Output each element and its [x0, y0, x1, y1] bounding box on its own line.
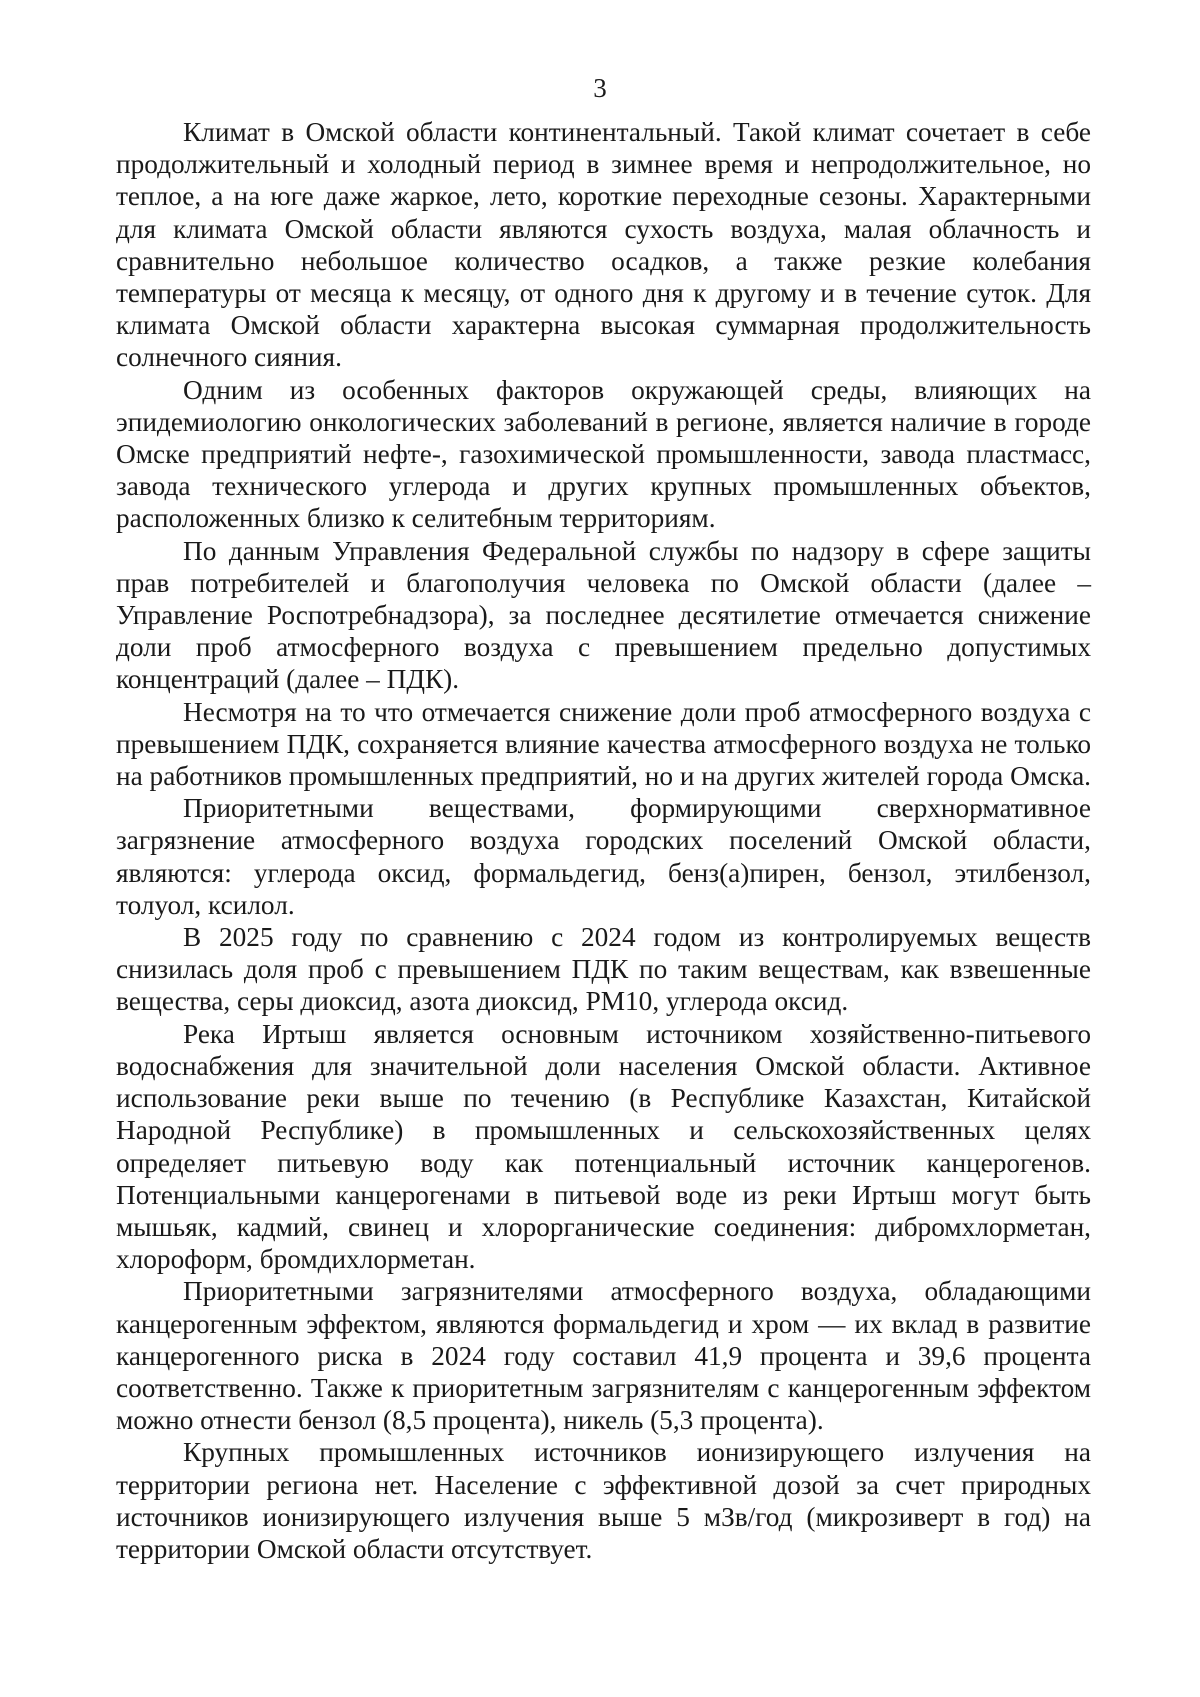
page-number: 3: [593, 73, 607, 103]
paragraph-irtysh-river: Река Иртыш является основным источником хозяйственно-питьевого водоснабжения для значительной доли населения Омской области. Активное использование реки выше по течению (в Республике Казахстан, Китайской Народной Республике) в промышленных и сельскохозяйственных целях определяет питьевую воду как потенциальный источник канцерогенов. Потенциальными канцерогенами в питьевой воде из реки Иртыш могут быть мышьяк, кадмий, свинец и хлорорганические соединения: дибромхлорметан, хлороформ, бромдихлорметан.: [116, 1018, 1091, 1275]
paragraph-air-quality-impact: Несмотря на то что отмечается снижение доли проб атмосферного воздуха с превышением ПДК, сохраняется влияние качества атмосферного воздуха не только на работников промышленных предприятий, но и на других жителей города Омска.: [116, 696, 1092, 792]
paragraph-environment-factors: Одним из особенных факторов окружающей среды, влияющих на эпидемиологию онкологических заболеваний в регионе, является наличие в городе Омске предприятий нефте-, газохимической промышленности, завода пластмасс, завода технического углерода и других крупных промышленных объектов, расположенных близко к селитебным территориям.: [116, 374, 1091, 534]
paragraph-carcinogenic-pollutants: Приоритетными загрязнителями атмосферного воздуха, обладающими канцерогенным эффектом, являются формальдегид и хром — их вклад в развитие канцерогенного риска в 2024 году составил 41,9 процента и 39,6 процента соответственно. Также к приоритетным загрязнителям с канцерогенным эффектом можно отнести бензол (8,5 процента), никель (5,3 процента).: [116, 1276, 1091, 1436]
paragraph-rospotrebnadzor: По данным Управления Федеральной службы по надзору в сфере защиты прав потребителей и благополучия человека по Омской области (далее – Управление Роспотребнадзора), за последнее десятилетие отмечается снижение доли проб атмосферного воздуха с превышением предельно допустимых концентраций (далее – ПДК).: [116, 535, 1091, 695]
paragraph-2025-comparison: В 2025 году по сравнению с 2024 годом из контролируемых веществ снизилась доля проб с превышением ПДК по таким веществам, как взвешенные вещества, серы диоксид, азота диоксид, PM10, углерода оксид.: [116, 922, 1091, 1017]
paragraph-ionizing-radiation: Крупных промышленных источников ионизирующего излучения на территории региона нет. Население с эффективной дозой за счет природных источников ионизирующего излучения выше 5 мЗв/год (микрозиверт в год) на территории Омской области отсутствует.: [116, 1437, 1091, 1564]
paragraph-priority-substances: Приоритетными веществами, формирующими сверхнормативное загрязнение атмосферного воздуха городских поселений Омской области, являются: углерода оксид, формальдегид, бенз(а)пирен, бензол, этилбензол, толуол, ксилол.: [116, 793, 1091, 920]
paragraph-climate: Климат в Омской области континентальный. Такой климат сочетает в себе продолжительный и холодный период в зимнее время и непродолжительное, но теплое, а на юге даже жаркое, лето, короткие переходные сезоны. Характерными для климата Омской области являются сухость воздуха, малая облачность и сравнительно небольшое количество осадков, а также резкие колебания температуры от месяца к месяцу, от одного дня к другому и в течение суток. Для климата Омской области характерна высокая суммарная продолжительность солнечного сияния.: [116, 117, 1091, 373]
document-body: [116, 116, 1091, 1565]
